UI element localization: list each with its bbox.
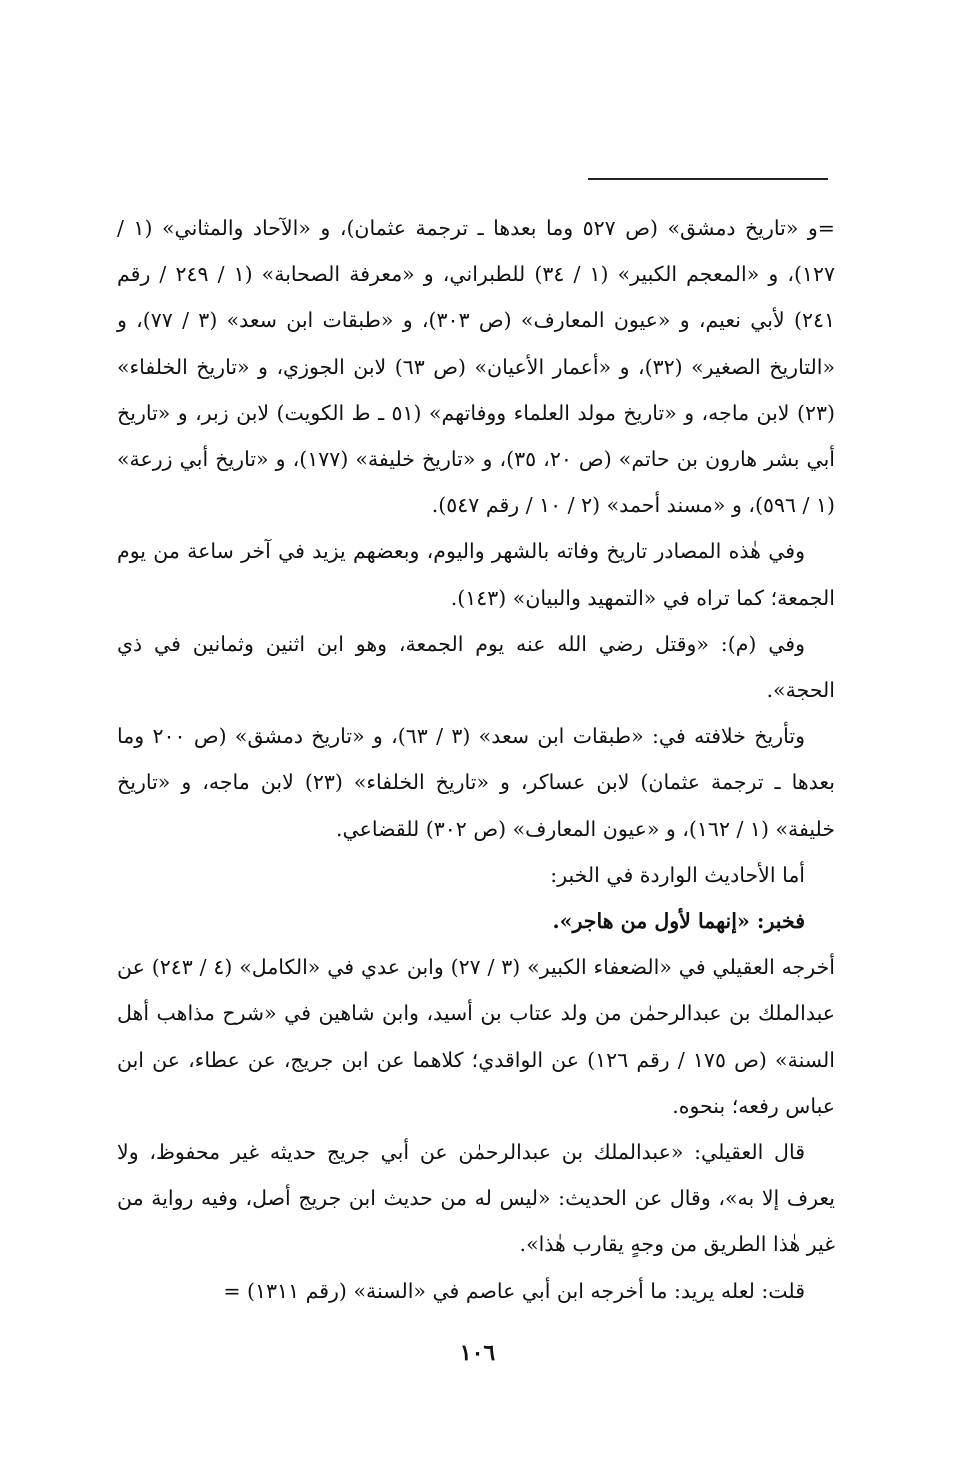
footnote-separator-line xyxy=(588,178,828,180)
paragraph-caliphate-history: وتأريخ خلافته في: «طبقات ابن سعد» (٣ / ٦٣)، و «تاريخ دمشق» (ص ٢٠٠ وما بعدها ـ ترجمة عثمان) لابن عساكر، و «تاريخ الخلفاء» (٢٣) لابن ماجه، و «تاريخ خليفة» (١ / ١٦٢)، و «عيون المعارف» (ص ٣٠٢) للقضاعي. xyxy=(117,724,836,841)
paragraph-takhrij: أخرجه العقيلي في «الضعفاء الكبير» (٣ / ٢٧) وابن عدي في «الكامل» (٤ / ٢٤٣) عن عبدالملك بن عبدالرحمٰن من ولد عتاب بن أسيد، وابن شاهين في «شرح مذاهب أهل السنة» (ص ١٧٥ / رقم ١٢٦) عن الواقدي؛ كلاهما عن ابن جريج، عن عطاء، عن ابن عباس رفعه؛ بنحوه. xyxy=(117,955,835,1118)
paragraph-author-comment: قلت: لعله يريد: ما أخرجه ابن أبي عاصم في «السنة» (رقم ١٣١١) = xyxy=(223,1278,805,1303)
paragraph-death-date-sources: وفي هٰذه المصادر تاريخ وفاته بالشهر واليوم، وبعضهم يزيد في آخر ساعة من يوم الجمعة؛ كما تراه في «التمهيد والبيان» (١٤٣). xyxy=(117,539,835,610)
paragraph-hadith-intro: أما الأحاديث الواردة في الخبر: xyxy=(550,862,805,887)
paragraph-manuscript-note: وفي (م): «وقتل رضي الله عنه يوم الجمعة، وهو ابن اثنين وثمانين في ذي الحجة». xyxy=(117,631,835,703)
footnote-text-block xyxy=(117,205,835,1314)
paragraph-khabar-heading: فخبر: «إنهما لأول من هاجر». xyxy=(552,909,805,934)
page-number: ١٠٦ xyxy=(459,1340,496,1366)
footnote-continuation-paragraph: =و «تاريخ دمشق» (ص ٥٢٧ وما بعدها ـ ترجمة عثمان)، و «الآحاد والمثاني» (١ / ١٢٧)، و «المعجم الكبير» (١ / ٣٤) للطبراني، و «معرفة الصحابة» (١ / ٢٤٩ / رقم ٢٤١) لأبي نعيم، و «عيون المعارف» (ص ٣٠٣)، و «طبقات ابن سعد» (٣ / ٧٧)، و «التاريخ الصغير» (٣٢)، و «أعمار الأعيان» (ص ٦٣) لابن الجوزي، و «تاريخ الخلفاء» (٢٣) لابن ماجه، و «تاريخ مولد العلماء ووفاتهم» (٥١ ـ ط الكويت) لابن زبر، و «تاريخ أبي بشر هارون بن حاتم» (ص ٢٠، ٣٥)، و «تاريخ خليفة» (١٧٧)، و «تاريخ أبي زرعة» (١ / ٥٩٦)، و «مسند أحمد» (٢ / ١٠ / رقم ٥٤٧). xyxy=(117,216,836,518)
paragraph-uqayli-quote: قال العقيلي: «عبدالملك بن عبدالرحمٰن عن أبي جريج حديثه غير محفوظ، ولا يعرف إلا به»، وقال عن الحديث: «ليس له من حديث ابن جريج أصل، وفيه رواية من غير هٰذا الطريق من وجهٍ يقارب هٰذا». xyxy=(117,1140,835,1257)
